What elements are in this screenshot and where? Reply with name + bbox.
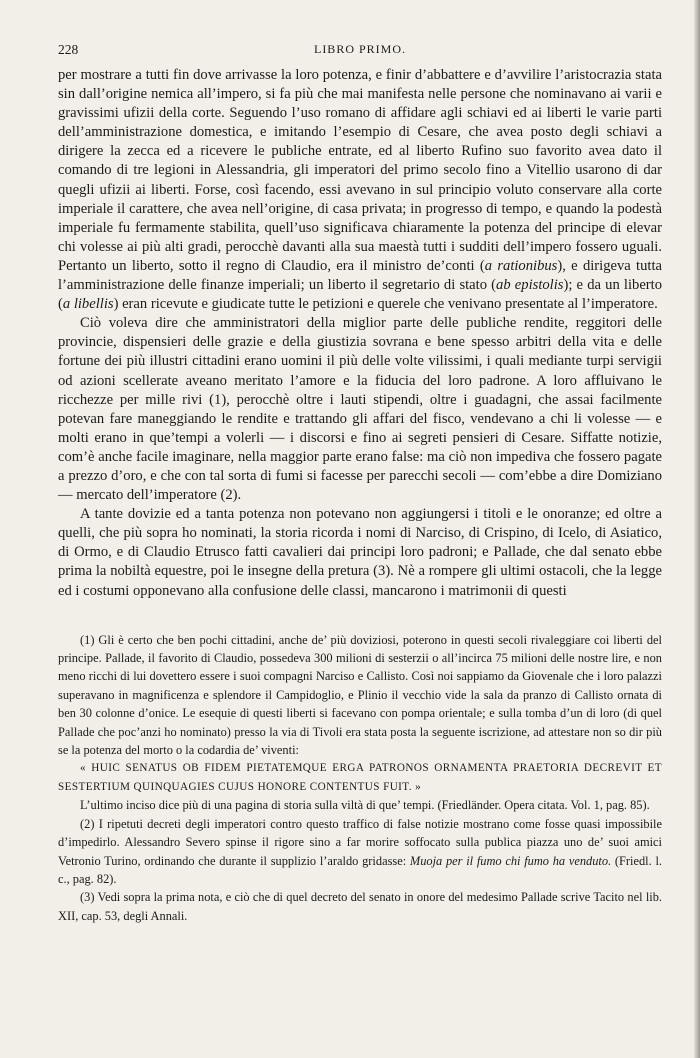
paragraph-2: Ciò voleva dire che amministratori della miglior parte delle publiche rendite, reggitori delle provincie, dispensieri delle grazie e della giustizia sovrana e bene spesso arbitri della vita e delle fortune dei più illustri cittadini erano uomini il più delle volte vilissimi, i quali mediante turpi servigii od azioni scellerate aveano meritato l’amore e la fiducia del loro padrone. A loro affluivano le ricchezze per mille rivi (1), perocchè oltre i lauti stipendi, oltre i guadagni, che assai facilmente potevan fare maneggiando le rendite e trattando gli affari del fisco, vendevano a chi li volesse — e molti erano in que’tempi a volerli — i discorsi e fino ai segreti pensieri di Cesare. Siffatte notizie, com’è anche facile imaginare, nella maggior parte erano false: ma ciò non impediva che fossero pagate a prezzo d’oro, e che con tal sorta di fumi si facesse per parecchi secoli — com’ebbe a dire Domiziano — mercato dell’imperatore (2). <box>58 315 662 504</box>
running-head: LIBRO PRIMO. <box>313 42 406 56</box>
page-edge-shadow <box>694 0 700 1058</box>
paragraph-1: per mostrare a tutti fin dove arrivasse la loro potenza, e finir d’abbattere e d’avvilire l’aristocrazia stata sin dall’origine nemica all’impero, si fa più che mai manifesta nelle persone che nominavano ai varii e gravissimi ufizii della corte. Seguendo l’uso romano di affidare agli schiavi ed ai liberti le varie parti dell’amministrazione domestica, e imitando l’esempio di Cesare, che avea posto degli schiavi a dirigere la zecca ed a ricevere le publiche entrate, ed al liberto Rufino suo favorito avea dato il comando di tre legioni in Alessandria, gli imperatori del primo secolo fino a Vitellio usarono di dar quegli ufizii ai liberti. Forse, così facendo, essi avevano in sul principio voluto conservare alla corte imperiale il carattere, che avea nell’origine, di casa privata; in progresso di tempo, e quando la podestà imperiale fu fermamente stabilita, quell’uso significava chiaramente la potenza del principe di elevar chi volesse ai più alti gradi, perocchè davanti alla sua maestà tutti i sudditi dell’impero fossero uguali. Pertanto un liberto, sotto il regno di Claudio, era il ministro de’conti (a rationibus), e dirigeva tutta l’amministrazione delle finanze imperiali; un liberto il segretario di stato (ab epistolis); e da un liberto (a libellis) eran ricevute e giudicate tutte le petizioni e querele che venivano presentate al l’imperatore. <box>58 67 663 313</box>
footnote-2: (2) I ripetuti decreti degli imperatori contro questo traffico di false notizie mostrano come fosse quasi impossibile d’impedirlo. Alessandro Severo spinse il rigore sino a far morire soffocato sulla publica piazza uno de’ suoi amici Vetronio Turino, ordinando che durante il supplizio l’araldo gridasse: Muoja per il fumo chi fumo ha venduto. (Friedl. l. c., pag. 82). <box>58 816 662 886</box>
paragraph-3: A tante dovizie ed a tanta potenza non potevano non aggiungersi i titoli e le onoranze; ed oltre a quelli, che più sopra ho nominati, la storia ricorda i nomi di Narciso, di Crispino, di Icelo, di Asiatico, di Ormo, e di Claudio Etrusco fatti cavalieri dai principi loro padroni; e Pallade, che dal senato ebbe prima la nobiltà equestre, poi le insegne della pretura (3). Nè a rompere gli ultimi ostacoli, che la legge ed i costumi opponevano alla confusione delle classi, mancarono i matrimonii di questi <box>58 506 662 599</box>
book-page <box>58 42 662 925</box>
footnote-1-inscription: « HUIC SENATUS OB FIDEM PIETATEMQUE ERGA PATRONOS ORNAMENTA PRAETORIA DECREVIT ET SESTERTIUM QUINQUAGIES CUJUS HONORE CONTENTUS FUIT. » <box>58 762 662 793</box>
footnotes <box>58 631 662 926</box>
page-header <box>58 42 662 64</box>
page-number: 228 <box>58 42 79 57</box>
main-text <box>58 66 662 601</box>
footnote-3: (3) Vedi sopra la prima nota, e ciò che di quel decreto del senato in onore del medesimo Pallade scrive Tacito nel lib. XII, cap. 53, degli Annali. <box>58 890 662 923</box>
footnote-1: (1) Gli è certo che ben pochi cittadini, anche de’ più doviziosi, poterono in questi secoli rivaleggiare coi liberti del principe. Pallade, il favorito di Claudio, possedeva 300 milioni di sesterzii o all’incirca 75 milioni delle nostre lire, e non meno ricchi di lui dovettero essere i suoi compagni Narciso e Callisto. Così noi sappiamo da Giovenale che i loro palazzi superavano in magnificenza e splendore il Campidoglio, e Plinio il vecchio vide la sala da pranzo di Callisto ornata di ben 30 colonne d’onice. Le esequie di questi liberti si facevano con pompa orientale; e sulla tomba d’un di loro (di quel Pallade che poc’anzi ho nominato) presso la via di Tivoli era stata posta la seguente iscrizione, ad attestare non so dir più se la potenza del morto o la codardia de’ viventi: <box>58 632 662 758</box>
footnote-1-tail: L’ultimo inciso dice più di una pagina di storia sulla viltà di que’ tempi. (Friedländer. Opera citata. Vol. 1, pag. 85). <box>80 798 650 813</box>
